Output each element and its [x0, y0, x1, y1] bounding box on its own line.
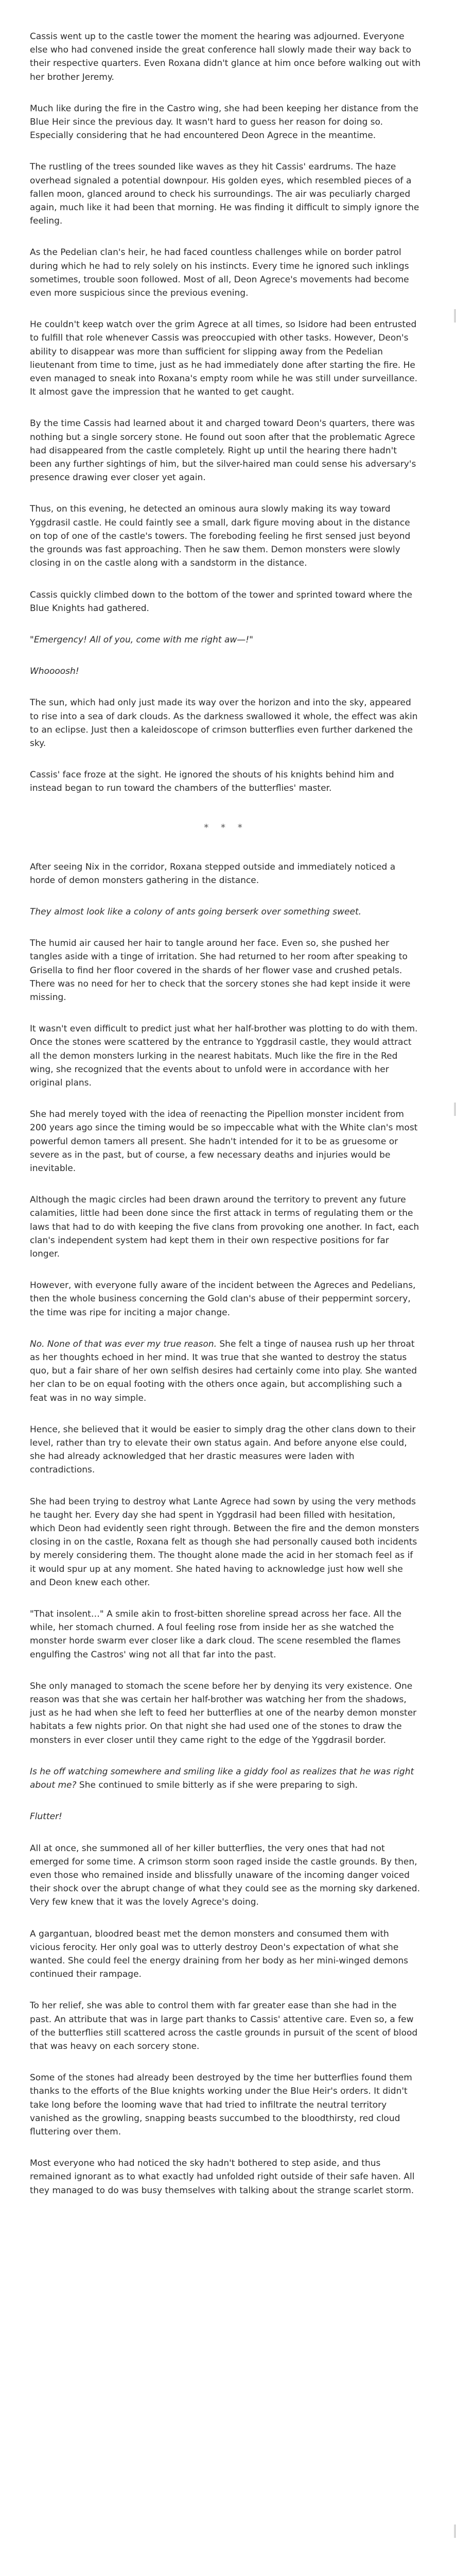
story-paragraph: She had been trying to destroy what Lante Agrece had sown by using the very methods he taught her. Every day she had spent in Yggdrasil had been filled with hesitation, which Deon had evidently seen right through. Between the fire and the demon monsters closing in on the castle, Roxana felt as though she had personally caused both incidents by merely considering them. The thought alone made the acid in her stomach feel as if it would spur up at any moment. She hated having to acknowledge just how well she and Deon knew each other.	[30, 1496, 419, 1588]
story-paragraph: Cassis' face froze at the sight. He ignored the shouts of his knights behind him and instead began to run toward the chambers of the butterflies' master.	[30, 770, 394, 794]
story-paragraph: A gargantuan, bloodred beast met the demon monsters and consumed them with vicious ferocity. Her only goal was to utterly destroy Deon's expectation of what she wanted. She could feel the energy draining from her body as her mini-winged demons continued their rampage.	[30, 1928, 408, 1980]
story-paragraph: The humid air caused her hair to tangle around her face. Even so, she pushed her tangles aside with a tinge of irritation. She had returned to her room after speaking to Grisella to find her floor covered in the shards of her flower vase and crushed petals. There was no need for her to check that the sorcery stones she had kept inside it were missing.	[30, 938, 411, 1003]
story-paragraph: Flutter!	[30, 1811, 62, 1822]
scroll-edge-mark	[454, 309, 456, 323]
story-paragraph: She only managed to stomach the scene before her by denying its very existence. One reason was that she was certain her half-brother was watching her from the shadows, just as he had when she left to feed her butterflies at one of the nearby demon monster habitats a few nights prior. On that night she had used one of the stones to draw the monsters in ever closer until they came right to the edge of the Yggdrasil border.	[30, 1681, 417, 1745]
section-divider-stars: * * *	[204, 822, 247, 834]
story-section	[30, 860, 421, 2197]
story-paragraph: She had merely toyed with the idea of reenacting the Pipellion monster incident from 200 years ago since the timing would be so impeccable what with the White clan's most powerful demon tamers all present. She hadn't intended for it to be as gruesome or severe as in the past, but of course, a few necessary deaths and injuries would be inevitable.	[30, 1109, 418, 1174]
story-paragraph: Whoooosh!	[30, 666, 79, 677]
story-paragraph: The rustling of the trees sounded like waves as they hit Cassis' eardrums. The haze overhead signaled a potential downpour. His golden eyes, which resembled pieces of a fallen moon, glanced around to check his surroundings. The air was peculiarly charged again, much like it had been that morning. He was finding it difficult to simply ignore the feeling.	[30, 162, 419, 227]
scroll-edge-mark	[454, 1103, 456, 1116]
story-paragraph: However, with everyone fully aware of the incident between the Agreces and Pedelians, then the whole business concerning the Gold clan's abuse of their peppermint sorcery, the time was ripe for inciting a major change.	[30, 1280, 416, 1318]
story-paragraph: He couldn't keep watch over the grim Agrece at all times, so Isidore had been entrusted to fulfill that role whenever Cassis was preoccupied with other tasks. However, Deon's ability to disappear was more than sufficient for slipping away from the Pedelian lieutenant from time to time, just as he had immediately done after starting the fire. He even managed to sneak into Roxana's empty room while he was still under surveillance. It almost gave the impression that he wanted to get caught.	[30, 319, 418, 398]
story-paragraph: Although the magic circles had been drawn around the territory to prevent any future calamities, little had been done since the first attack in terms of regulating them or the laws that had to do with keeping the five clans from provoking one another. In fact, each clan's independent system had kept them in their own respective positions for far longer.	[30, 1195, 419, 1259]
story-paragraph: Cassis quickly climbed down to the bottom of the tower and sprinted toward where the Blue Knights had gathered.	[30, 589, 412, 614]
story-paragraph: All at once, she summoned all of her killer butterflies, the very ones that had not emerged for some time. A crimson storm soon raged inside the castle grounds. By then, even those who remained inside and blissfully unaware of the incoming danger voiced their shock over the abrupt change of what they could see as the morning sky darkened. Very few knew that it was the lovely Agrece's doing.	[30, 1843, 420, 1908]
story-paragraph: Thus, on this evening, he detected an ominous aura slowly making its way toward Yggdrasil castle. He could faintly see a small, dark figure moving about in the distance on top of one of the castle's towers. The foreboding feeling he first sensed just beyond the grounds was fast approaching. Then he saw them. Demon monsters were slowly closing in on the castle along with a sandstorm in the distance.	[30, 504, 411, 569]
story-paragraph: "Emergency! All of you, come with me right aw—!"	[30, 634, 253, 645]
story-paragraph: Hence, she believed that it would be easier to simply drag the other clans down to their level, rather than try to elevate their own status again. And before anyone else could, she had already acknowledged that her drastic measures were laden with contradictions.	[30, 1424, 416, 1476]
story-paragraph: Cassis went up to the castle tower the moment the hearing was adjourned. Everyone else who had convened inside the great conference hall slowly made their way back to their respective quarters. Even Roxana didn't glance at him once before walking out with her brother Jeremy.	[30, 31, 421, 82]
story-paragraph: After seeing Nix in the corridor, Roxana stepped outside and immediately noticed a horde of demon monsters gathering in the distance.	[30, 861, 396, 886]
story-section	[30, 30, 421, 795]
scroll-edge-mark	[454, 2524, 456, 2538]
section-divider	[30, 814, 421, 842]
story-paragraph: Some of the stones had already been destroyed by the time her butterflies found them thanks to the efforts of the Blue knights working under the Blue Heir's orders. It didn't take long before the looming wave that had tried to infiltrate the neutral territory vanished as the growling, snapping beasts succumbed to the bloodthirsty, red cloud fluttering over them.	[30, 2073, 412, 2137]
story-paragraph: To her relief, she was able to control them with far greater ease than she had in the past. An attribute that was in large part thanks to Cassis' attentive care. Even so, a few of the butterflies still scattered across the castle grounds in pursuit of the scent of blood that was heavy on each sorcery stone.	[30, 2001, 418, 2052]
story-paragraph: "That insolent…" A smile akin to frost-bitten shoreline spread across her face. All the while, her stomach churned. A foul feeling rose from inside her as she watched the monster horde swarm ever closer like a dark cloud. The scene resembled the flames engulfing the Castros' wing not all that far into the past.	[30, 1609, 402, 1660]
story-paragraph: Is he off watching somewhere and smiling like a giddy fool as realizes that he was right about me? She continued to smile bitterly as if she were preparing to sigh.	[30, 1766, 414, 1791]
story-paragraph: Most everyone who had noticed the sky hadn't bothered to step aside, and thus remained ignorant as to what exactly had unfolded right outside of their safe haven. All they managed to do was busy themselves with talking about the strange scarlet storm.	[30, 2158, 415, 2196]
story-body	[30, 30, 421, 2197]
story-paragraph: As the Pedelian clan's heir, he had faced countless challenges while on border patrol during which he had to rely solely on his instincts. Every time he ignored such inklings sometimes, trouble soon followed. Most of all, Deon Agrece's movements had become even more suspicious since the previous evening.	[30, 247, 409, 299]
story-paragraph: Much like during the fire in the Castro wing, she had been keeping her distance from the Blue Heir since the previous day. It wasn't hard to guess her reason for doing so. Especially considering that he had encountered Deon Agrece in the meantime.	[30, 103, 419, 141]
story-paragraph: No. None of that was ever my true reason. She felt a tinge of nausea rush up her throat as her thoughts echoed in her mind. It was true that she wanted to destroy the status quo, but a fair share of her own selfish desires had certainly come into play. She wanted her clan to be on equal footing with the others once again, but accomplishing such a feat was in no way simple.	[30, 1338, 417, 1403]
story-paragraph: The sun, which had only just made its way over the horizon and into the sky, appeared to rise into a sea of dark clouds. As the darkness swallowed it whole, the effect was akin to an eclipse. Just then a kaleidoscope of crimson butterflies even further darkened the sky.	[30, 698, 418, 749]
story-paragraph: It wasn't even difficult to predict just what her half-brother was plotting to do with them. Once the stones were scattered by the entrance to Yggdrasil castle, they would attract all the demon monsters lurking in the nearest habitats. Much like the fire in the Red wing, she recognized that the events about to unfold were in accordance with her original plans.	[30, 1024, 418, 1088]
story-paragraph: They almost look like a colony of ants going berserk over something sweet.	[30, 906, 362, 917]
story-paragraph: By the time Cassis had learned about it and charged toward Deon's quarters, there was nothing but a single sorcery stone. He found out soon after that the problematic Agrece had disappeared from the castle completely. Right up until the hearing there hadn't been any further sightings of him, but the silver-haired man could sense his adversary's presence drawing ever closer yet again.	[30, 418, 416, 483]
